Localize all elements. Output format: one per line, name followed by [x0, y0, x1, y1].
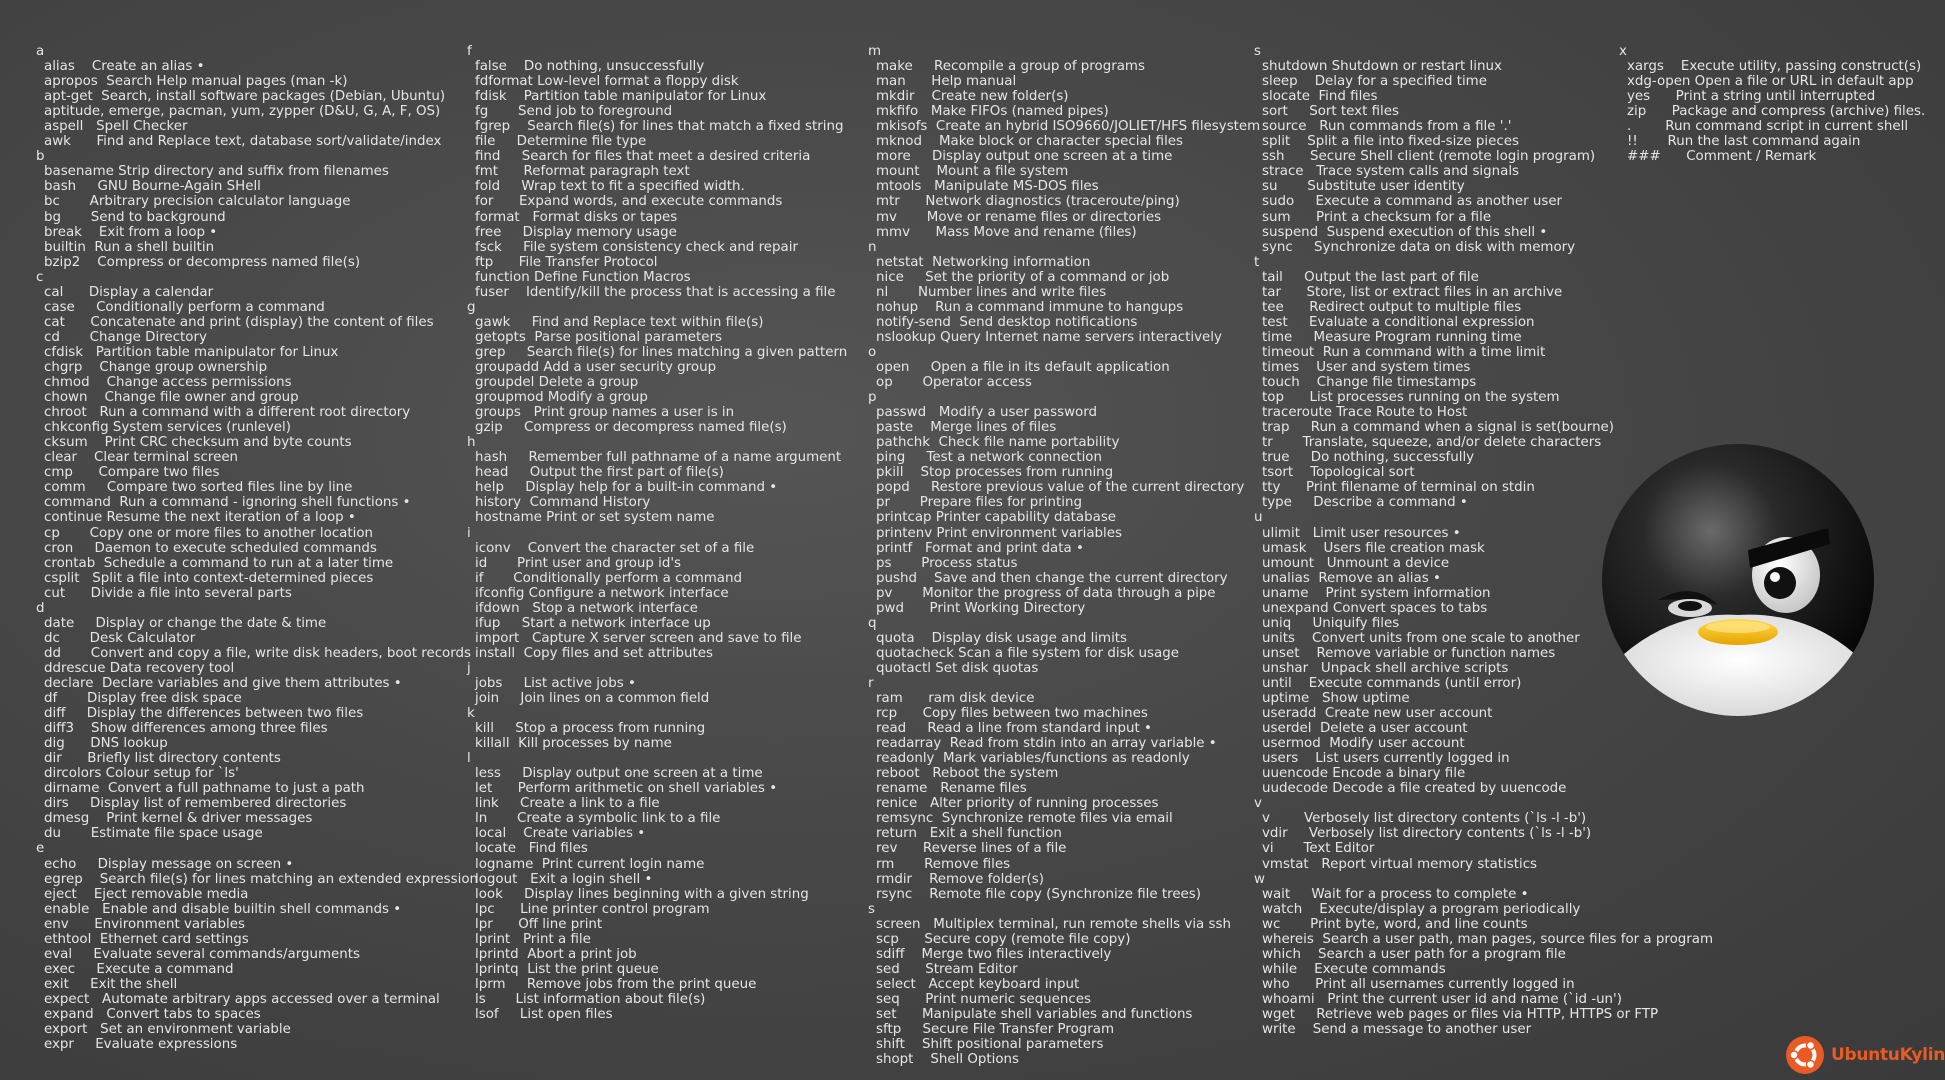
command-entry: if Conditionally perform a command [475, 570, 742, 586]
command-entry: quotacheck Scan a file system for disk usage [876, 645, 1179, 661]
command-entry: mkdir Create new folder(s) [876, 89, 1069, 105]
command-entry: grep Search file(s) for lines matching a given pattern [475, 344, 848, 360]
command-entry: free Display memory usage [475, 224, 677, 240]
command-entry: break Exit from a loop • [44, 224, 218, 240]
command-entry: bash GNU Bourne-Again SHell [44, 179, 261, 195]
command-entry: dircolors Colour setup for `ls' [44, 766, 239, 782]
command-entry: whoami Print the current user id and name (`id -un') [1262, 991, 1622, 1007]
command-entry: wait Wait for a process to complete • [1262, 886, 1529, 902]
command-entry: enable Enable and disable builtin shell commands • [44, 901, 402, 917]
section-letter: j [467, 660, 471, 676]
command-entry: umask Users file creation mask [1262, 540, 1485, 556]
command-entry: cut Divide a file into several parts [44, 585, 292, 601]
command-entry: xdg-open Open a file or URL in default app [1627, 74, 1914, 90]
command-entry: shopt Shell Options [876, 1052, 1020, 1068]
section-letter: a [36, 44, 45, 59]
command-entry: lprint Print a file [475, 931, 591, 947]
section-letter: x [1619, 44, 1627, 59]
command-entry: which Search a user path for a program file [1262, 946, 1566, 962]
command-entry: local Create variables • [475, 826, 646, 842]
command-entry: dmesg Print kernel & driver messages [44, 811, 313, 827]
command-entry: sftp Secure File Transfer Program [876, 1022, 1115, 1038]
command-entry: id Print user and group id's [475, 555, 682, 571]
command-entry: cron Daemon to execute scheduled commands [44, 540, 377, 556]
command-entry: builtin Run a shell builtin [44, 239, 215, 255]
command-entry: split Split a file into fixed-size pieces [1262, 134, 1519, 150]
command-entry: ftp File Transfer Protocol [475, 254, 658, 270]
command-entry: aspell Spell Checker [44, 119, 188, 135]
command-entry: groups Print group names a user is in [475, 405, 735, 421]
command-entry: test Evaluate a conditional expression [1262, 314, 1535, 330]
command-entry: vi Text Editor [1262, 841, 1375, 857]
command-entry: rename Rename files [876, 781, 1027, 797]
command-entry: find Search for files that meet a desired criteria [475, 149, 811, 165]
command-entry: dirname Convert a full pathname to just a path [44, 781, 365, 797]
command-entry: suspend Suspend execution of this shell • [1262, 224, 1548, 240]
command-entry: ssh Secure Shell client (remote login program) [1262, 149, 1596, 165]
command-entry: ifup Start a network interface up [475, 615, 711, 631]
command-entry: history Command History [475, 495, 651, 511]
command-entry: useradd Create new user account [1262, 706, 1493, 722]
command-entry: wc Print byte, word, and line counts [1262, 916, 1528, 932]
command-entry: command Run a command - ignoring shell functions • [44, 495, 411, 511]
command-entry: uptime Show uptime [1262, 691, 1410, 707]
ubuntu-logo-icon [1785, 1035, 1825, 1075]
command-entry: type Describe a command • [1262, 495, 1468, 511]
command-column-1 [36, 44, 478, 1052]
command-entry: awk Find and Replace text, database sort/validate/index [44, 134, 442, 150]
section-letter: s [1254, 44, 1261, 59]
command-entry: diff Display the differences between two files [44, 706, 364, 722]
command-entry: tar Store, list or extract files in an archive [1262, 284, 1563, 300]
command-entry: diff3 Show differences among three files [44, 721, 328, 737]
command-entry: ps Process status [876, 555, 1018, 571]
command-entry: case Conditionally perform a command [44, 299, 325, 315]
command-entry: rev Reverse lines of a file [876, 841, 1067, 857]
command-entry: false Do nothing, unsuccessfully [475, 59, 705, 75]
command-entry: sdiff Merge two files interactively [876, 946, 1112, 962]
command-entry: uudecode Decode a file created by uuencode [1262, 781, 1567, 797]
command-entry: reboot Reboot the system [876, 766, 1059, 782]
command-entry: uuencode Encode a binary file [1262, 766, 1466, 782]
section-letter: t [1254, 254, 1260, 270]
command-entry: return Exit a shell function [876, 826, 1062, 842]
command-entry: true Do nothing, successfully [1262, 450, 1475, 466]
command-entry: who Print all usernames currently logged in [1262, 976, 1575, 992]
command-entry: netstat Networking information [876, 254, 1091, 270]
command-entry: for Expand words, and execute commands [475, 194, 783, 210]
section-letter: m [868, 44, 882, 59]
command-entry: until Execute commands (until error) [1262, 675, 1522, 691]
command-entry: function Define Function Macros [475, 269, 691, 285]
command-entry: pkill Stop processes from running [876, 465, 1114, 481]
command-entry: cksum Print CRC checksum and byte counts [44, 435, 352, 451]
command-entry: timeout Run a command with a time limit [1262, 344, 1546, 360]
command-entry: chown Change file owner and group [44, 390, 299, 406]
command-entry: fgrep Search file(s) for lines that match a fixed string [475, 119, 844, 135]
command-entry: link Create a link to a file [475, 796, 660, 812]
command-entry: unset Remove variable or function names [1262, 645, 1556, 661]
command-entry: fdisk Partition table manipulator for Linux [475, 89, 767, 105]
command-entry: apt-get Search, install software packages (Debian, Ubuntu) [44, 89, 446, 105]
command-entry: more Display output one screen at a time [876, 149, 1173, 165]
command-entry: less Display output one screen at a time [475, 766, 763, 782]
section-letter: h [467, 435, 476, 451]
section-letter: c [36, 269, 44, 285]
command-entry: bzip2 Compress or decompress named file(s) [44, 254, 361, 270]
command-entry: sort Sort text files [1262, 104, 1399, 120]
section-letter: p [868, 390, 877, 406]
command-entry: scp Secure copy (remote file copy) [876, 931, 1131, 947]
section-letter: r [868, 675, 874, 691]
section-letter: f [467, 44, 472, 59]
command-entry: strace Trace system calls and signals [1262, 164, 1520, 180]
command-entry: mkisofs Create an hybrid ISO9660/JOLIET/HFS filesystem [876, 119, 1261, 135]
command-entry: eval Evaluate several commands/arguments [44, 946, 360, 962]
command-entry: rsync Remote file copy (Synchronize file trees) [876, 886, 1201, 902]
command-entry: cal Display a calendar [44, 284, 214, 300]
command-entry: lpr Off line print [475, 916, 603, 932]
command-entry: unalias Remove an alias • [1262, 570, 1441, 586]
command-entry: open Open a file in its default application [876, 359, 1170, 375]
command-entry: mount Mount a file system [876, 164, 1069, 180]
command-entry: while Execute commands [1262, 961, 1446, 977]
command-entry: xargs Execute utility, passing construct(s) [1627, 59, 1922, 75]
command-entry: ping Test a network connection [876, 450, 1102, 466]
command-entry: fold Wrap text to fit a specified width. [475, 179, 745, 195]
command-entry: . Run command script in current shell [1627, 119, 1909, 135]
command-entry: ifconfig Configure a network interface [475, 585, 729, 601]
command-entry: chmod Change access permissions [44, 375, 292, 391]
command-entry: readarray Read from stdin into an array variable • [876, 736, 1217, 752]
command-entry: passwd Modify a user password [876, 405, 1098, 421]
command-entry: gzip Compress or decompress named file(s) [475, 420, 787, 436]
command-entry: export Set an environment variable [44, 1022, 291, 1038]
command-entry: shift Shift positional parameters [876, 1037, 1104, 1053]
command-entry: trap Run a command when a signal is set(bourne) [1262, 420, 1615, 436]
command-entry: expand Convert tabs to spaces [44, 1007, 261, 1022]
command-entry: uniq Uniquify files [1262, 615, 1400, 631]
section-letter: u [1254, 510, 1263, 526]
command-entry: fmt Reformat paragraph text [475, 164, 690, 180]
command-entry: chgrp Change group ownership [44, 359, 268, 375]
command-entry: slocate Find files [1262, 89, 1378, 105]
command-entry: sed Stream Editor [876, 961, 1018, 977]
command-entry: man Help manual [876, 74, 1017, 90]
command-entry: killall Kill processes by name [475, 736, 672, 752]
section-letter: s [868, 901, 875, 917]
command-entry: units Convert units from one scale to another [1262, 630, 1580, 646]
command-entry: mmv Mass Move and rename (files) [876, 224, 1137, 240]
command-entry: ram ram disk device [876, 691, 1035, 707]
command-entry: alias Create an alias • [44, 59, 205, 75]
command-entry: zip Package and compress (archive) files. [1627, 104, 1926, 120]
command-entry: comm Compare two sorted files line by line [44, 480, 353, 496]
command-entry: rmdir Remove folder(s) [876, 871, 1044, 887]
command-entry: ls List information about file(s) [475, 991, 706, 1007]
command-entry: file Determine file type [475, 134, 647, 150]
command-entry: tee Redirect output to multiple files [1262, 299, 1522, 315]
command-entry: cmp Compare two files [44, 465, 220, 481]
command-entry: tsort Topological sort [1262, 465, 1415, 481]
command-entry: look Display lines beginning with a given string [475, 886, 809, 902]
command-entry: hostname Print or set system name [475, 510, 715, 526]
command-entry: uname Print system information [1262, 585, 1491, 601]
command-entry: remsync Synchronize remote files via email [876, 811, 1173, 827]
command-entry: kill Stop a process from running [475, 721, 706, 737]
command-entry: cat Concatenate and print (display) the content of files [44, 314, 434, 330]
command-entry: whereis Search a user path, man pages, source files for a program [1262, 931, 1714, 947]
command-entry: paste Merge lines of files [876, 420, 1057, 436]
command-entry: lprm Remove jobs from the print queue [475, 976, 757, 992]
command-entry: mkfifo Make FIFOs (named pipes) [876, 104, 1109, 120]
command-entry: set Manipulate shell variables and functions [876, 1007, 1193, 1022]
command-column-3 [868, 44, 1260, 1067]
command-entry: let Perform arithmetic on shell variables • [475, 781, 778, 797]
section-letter: b [36, 149, 45, 165]
command-entry: format Format disks or tapes [475, 209, 678, 225]
command-entry: touch Change file timestamps [1262, 375, 1477, 391]
command-entry: pushd Save and then change the current directory [876, 570, 1228, 586]
section-letter: q [868, 615, 877, 631]
command-entry: declare Declare variables and give them attributes • [44, 675, 402, 691]
command-entry: top List processes running on the system [1262, 390, 1560, 406]
command-entry: clear Clear terminal screen [44, 450, 239, 466]
penguin-icon [1598, 440, 1880, 730]
command-entry: select Accept keyboard input [876, 976, 1080, 992]
command-entry: tr Translate, squeeze, and/or delete characters [1262, 435, 1602, 451]
command-entry: seq Print numeric sequences [876, 991, 1091, 1007]
command-entry: echo Display message on screen • [44, 856, 294, 872]
command-entry: sum Print a checksum for a file [1262, 209, 1492, 225]
section-letter: o [868, 344, 877, 360]
command-entry: gawk Find and Replace text within file(s) [475, 314, 764, 330]
command-column-2 [467, 44, 847, 1022]
command-entry: renice Alter priority of running processes [876, 796, 1159, 812]
section-letter: g [467, 299, 476, 315]
command-entry: op Operator access [876, 375, 1032, 391]
command-entry: dirs Display list of remembered directories [44, 796, 347, 812]
command-entry: mv Move or rename files or directories [876, 209, 1162, 225]
command-entry: groupadd Add a user security group [475, 359, 717, 375]
command-entry: exec Execute a command [44, 961, 234, 977]
command-entry: v Verbosely list directory contents (`ls -l -b') [1262, 811, 1587, 827]
command-entry: printcap Printer capability database [876, 510, 1117, 526]
command-entry: tty Print filename of terminal on stdin [1262, 480, 1535, 496]
command-entry: nslookup Query Internet name servers interactively [876, 329, 1222, 345]
command-entry: fuser Identify/kill the process that is accessing a file [475, 284, 836, 300]
command-entry: fdformat Low-level format a floppy disk [475, 74, 739, 90]
command-entry: read Read a line from standard input • [876, 721, 1152, 737]
command-entry: make Recompile a group of programs [876, 59, 1145, 75]
command-entry: dig DNS lookup [44, 736, 168, 752]
command-entry: ### Comment / Remark [1627, 149, 1817, 165]
command-entry: nice Set the priority of a command or job [876, 269, 1170, 285]
command-entry: dd Convert and copy a file, write disk headers, boot records [44, 645, 471, 661]
command-entry: chroot Run a command with a different root directory [44, 405, 411, 421]
command-entry: exit Exit the shell [44, 976, 178, 992]
command-entry: notify-send Send desktop notifications [876, 314, 1138, 330]
command-entry: yes Print a string until interrupted [1627, 89, 1876, 105]
command-entry: watch Execute/display a program periodically [1262, 901, 1581, 917]
command-entry: env Environment variables [44, 916, 245, 932]
brand-text: UbuntuKylin [1831, 1045, 1945, 1065]
command-entry: su Substitute user identity [1262, 179, 1465, 195]
command-entry: import Capture X server screen and save to file [475, 630, 802, 646]
command-entry: pv Monitor the progress of data through a pipe [876, 585, 1216, 601]
command-entry: basename Strip directory and suffix from filenames [44, 164, 389, 180]
command-entry: printenv Print environment variables [876, 525, 1122, 541]
command-entry: apropos Search Help manual pages (man -k) [44, 74, 348, 90]
command-entry: logout Exit a login shell • [475, 871, 653, 887]
command-entry: ddrescue Data recovery tool [44, 660, 235, 676]
command-entry: groupmod Modify a group [475, 390, 648, 406]
command-entry: logname Print current login name [475, 856, 705, 872]
command-entry: getopts Parse positional parameters [475, 329, 722, 345]
command-entry: mtr Network diagnostics (traceroute/ping) [876, 194, 1180, 210]
command-entry: traceroute Trace Route to Host [1262, 405, 1468, 421]
command-entry: lsof List open files [475, 1007, 613, 1022]
command-entry: dc Desk Calculator [44, 630, 196, 646]
command-entry: cd Change Directory [44, 329, 207, 345]
command-entry: locate Find files [475, 841, 588, 857]
section-letter: v [1254, 796, 1262, 812]
command-entry: df Display free disk space [44, 691, 242, 707]
command-entry: crontab Schedule a command to run at a later time [44, 555, 394, 571]
command-entry: vmstat Report virtual memory statistics [1262, 856, 1538, 872]
command-entry: sudo Execute a command as another user [1262, 194, 1563, 210]
command-entry: popd Restore previous value of the current directory [876, 480, 1245, 496]
command-entry: unshar Unpack shell archive scripts [1262, 660, 1509, 676]
command-entry: !! Run the last command again [1627, 134, 1861, 150]
command-entry: quota Display disk usage and limits [876, 630, 1128, 646]
command-entry: rcp Copy files between two machines [876, 706, 1148, 722]
command-entry: egrep Search file(s) for lines matching an extended expression [44, 871, 479, 887]
brand-logo [1785, 1035, 1945, 1075]
command-entry: users List users currently logged in [1262, 751, 1510, 767]
command-entry: chkconfig System services (runlevel) [44, 420, 291, 436]
command-entry: eject Eject removable media [44, 886, 249, 902]
section-letter: w [1254, 871, 1265, 887]
command-column-5 [1619, 44, 1925, 164]
command-entry: expect Automate arbitrary apps accessed over a terminal [44, 991, 440, 1007]
command-entry: bc Arbitrary precision calculator language [44, 194, 351, 210]
command-entry: ethtool Ethernet card settings [44, 931, 249, 947]
command-entry: write Send a message to another user [1262, 1022, 1532, 1038]
command-entry: mtools Manipulate MS-DOS files [876, 179, 1099, 195]
command-entry: dir Briefly list directory contents [44, 751, 281, 767]
command-entry: screen Multiplex terminal, run remote shells via ssh [876, 916, 1231, 932]
command-entry: printf Format and print data • [876, 540, 1084, 556]
command-entry: fsck File system consistency check and repair [475, 239, 798, 255]
section-letter: i [467, 525, 471, 541]
command-entry: sync Synchronize data on disk with memory [1262, 239, 1576, 255]
command-entry: help Display help for a built-in command • [475, 480, 778, 496]
command-entry: lpc Line printer control program [475, 901, 710, 917]
command-entry: vdir Verbosely list directory contents (`ls -l -b') [1262, 826, 1592, 842]
command-entry: tail Output the last part of file [1262, 269, 1479, 285]
section-letter: l [467, 751, 471, 767]
section-letter: n [868, 239, 877, 255]
command-entry: ln Create a symbolic link to a file [475, 811, 721, 827]
command-entry: pathchk Check file name portability [876, 435, 1120, 451]
command-entry: quotactl Set disk quotas [876, 660, 1039, 676]
command-entry: date Display or change the date & time [44, 615, 327, 631]
command-entry: nl Number lines and write files [876, 284, 1107, 300]
command-entry: times User and system times [1262, 359, 1471, 375]
command-entry: continue Resume the next iteration of a loop • [44, 510, 356, 526]
command-entry: csplit Split a file into context-determined pieces [44, 570, 374, 586]
command-entry: expr Evaluate expressions [44, 1037, 238, 1053]
command-entry: hash Remember full pathname of a name argument [475, 450, 842, 466]
command-entry: ifdown Stop a network interface [475, 600, 698, 616]
command-entry: pwd Print Working Directory [876, 600, 1086, 616]
command-entry: sleep Delay for a specified time [1262, 74, 1487, 90]
command-entry: cp Copy one or more files to another location [44, 525, 374, 541]
command-entry: lprintd Abort a print job [475, 946, 637, 962]
command-entry: mknod Make block or character special files [876, 134, 1184, 150]
command-entry: shutdown Shutdown or restart linux [1262, 59, 1502, 75]
command-entry: bg Send to background [44, 209, 226, 225]
command-entry: jobs List active jobs • [475, 675, 636, 691]
command-entry: readonly Mark variables/functions as readonly [876, 751, 1190, 767]
section-letter: e [36, 841, 45, 857]
command-entry: nohup Run a command immune to hangups [876, 299, 1184, 315]
command-entry: cfdisk Partition table manipulator for Linux [44, 344, 339, 360]
command-entry: userdel Delete a user account [1262, 721, 1468, 737]
command-entry: wget Retrieve web pages or files via HTTP, HTTPS or FTP [1262, 1007, 1659, 1022]
section-letter: d [36, 600, 45, 616]
command-entry: groupdel Delete a group [475, 375, 639, 391]
section-letter: k [467, 706, 475, 722]
command-entry: pr Prepare files for printing [876, 495, 1082, 511]
command-entry: unexpand Convert spaces to tabs [1262, 600, 1488, 616]
command-entry: iconv Convert the character set of a file [475, 540, 755, 556]
command-entry: time Measure Program running time [1262, 329, 1522, 345]
command-entry: fg Send job to foreground [475, 104, 673, 120]
command-entry: aptitude, emerge, pacman, yum, zypper (D&U, G, A, F, OS) [44, 104, 441, 120]
command-entry: lprintq List the print queue [475, 961, 659, 977]
command-entry: umount Unmount a device [1262, 555, 1450, 571]
command-entry: install Copy files and set attributes [475, 645, 713, 661]
command-entry: join Join lines on a common field [475, 691, 710, 707]
command-entry: ulimit Limit user resources • [1262, 525, 1461, 541]
command-entry: rm Remove files [876, 856, 1011, 872]
command-entry: head Output the first part of file(s) [475, 465, 724, 481]
command-entry: source Run commands from a file '.' [1262, 119, 1512, 135]
command-entry: usermod Modify user account [1262, 736, 1465, 752]
command-entry: du Estimate file space usage [44, 826, 263, 842]
